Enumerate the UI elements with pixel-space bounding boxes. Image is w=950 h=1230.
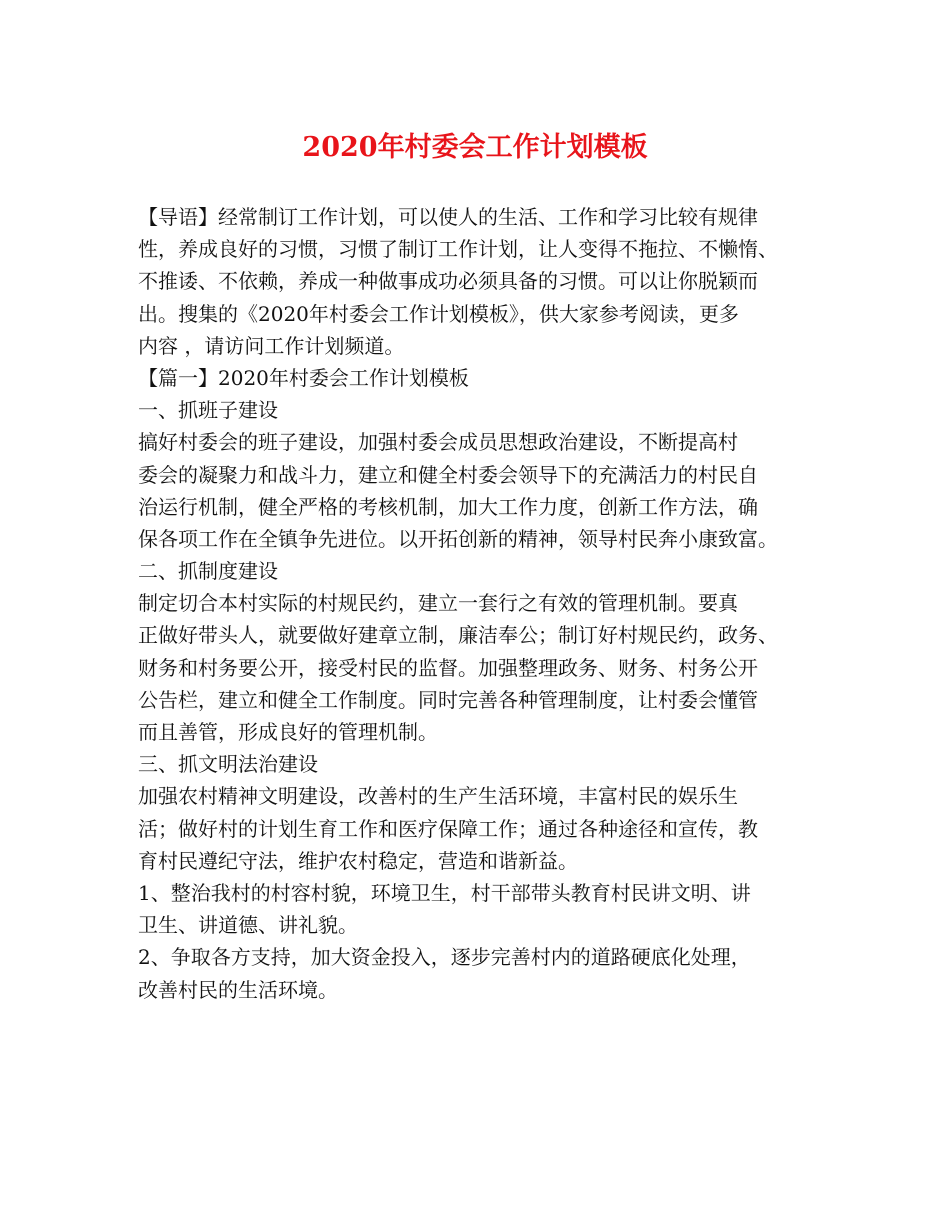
- text-line: 正做好带头人，就要做好建章立制，廉洁奉公；制订好村规民约，政务、: [138, 623, 778, 648]
- text-line: 2、争取各方支持，加大资金投入，逐步完善村内的道路硬底化处理，: [138, 945, 751, 970]
- text-line: 保各项工作在全镇争先进位。以开拓创新的精神，领导村民奔小康致富。: [138, 526, 778, 551]
- text-line: 改善村民的生活环境。: [138, 977, 338, 1002]
- text-line: 性，养成良好的习惯，习惯了制订工作计划，让人变得不拖拉、不懒惰、: [138, 237, 778, 262]
- text-line: 不推诿、不依赖，养成一种做事成功必须具备的习惯。可以让你脱颖而: [138, 269, 758, 294]
- text-line: 公告栏，建立和健全工作制度。同时完善各种管理制度，让村委会懂管: [138, 687, 758, 712]
- text-line: 治运行机制，健全严格的考核机制，加大工作力度，创新工作方法，确: [138, 494, 758, 519]
- document-title: 2020年村委会工作计划模板: [302, 132, 648, 163]
- text-line: 而且善管，形成良好的管理机制。: [138, 720, 438, 744]
- text-line: 委会的凝聚力和战斗力，建立和健全村委会领导下的充满活力的村民自: [138, 462, 758, 487]
- text-line: 育村民遵纪守法，维护农村稳定，营造和谐新益。: [138, 848, 578, 873]
- text-line: 一、抓班子建设: [138, 398, 278, 423]
- text-line: 【导语】经常制订工作计划，可以使人的生活、工作和学习比较有规律: [138, 205, 758, 229]
- document-body: [138, 201, 828, 1006]
- text-line: 活；做好村的计划生育工作和医疗保障工作；通过各种途径和宣传，教: [138, 816, 758, 841]
- text-line: 加强农村精神文明建设，改善村的生产生活环境，丰富村民的娱乐生: [138, 784, 738, 809]
- text-line: 内容 ，请访问工作计划频道。: [138, 333, 405, 358]
- text-line: 搞好村委会的班子建设，加强村委会成员思想政治建设，不断提高村: [138, 430, 738, 455]
- text-line: 三、抓文明法治建设: [138, 752, 318, 777]
- text-line: 财务和村务要公开，接受村民的监督。加强整理政务、财务、村务公开: [138, 655, 758, 680]
- text-line: 1、整治我村的村容村貌，环境卫生，村干部带头教育村民讲文明、讲: [138, 880, 751, 905]
- text-line: 二、抓制度建设: [138, 559, 278, 584]
- text-line: 卫生、讲道德、讲礼貌。: [138, 913, 358, 938]
- text-line: 出。搜集的《2020年村委会工作计划模板》，供大家参考阅读，更多: [138, 301, 739, 326]
- text-line: 制定切合本村实际的村规民约，建立一套行之有效的管理机制。要真: [138, 591, 738, 616]
- text-line: 【篇一】2020年村委会工作计划模板: [138, 365, 469, 390]
